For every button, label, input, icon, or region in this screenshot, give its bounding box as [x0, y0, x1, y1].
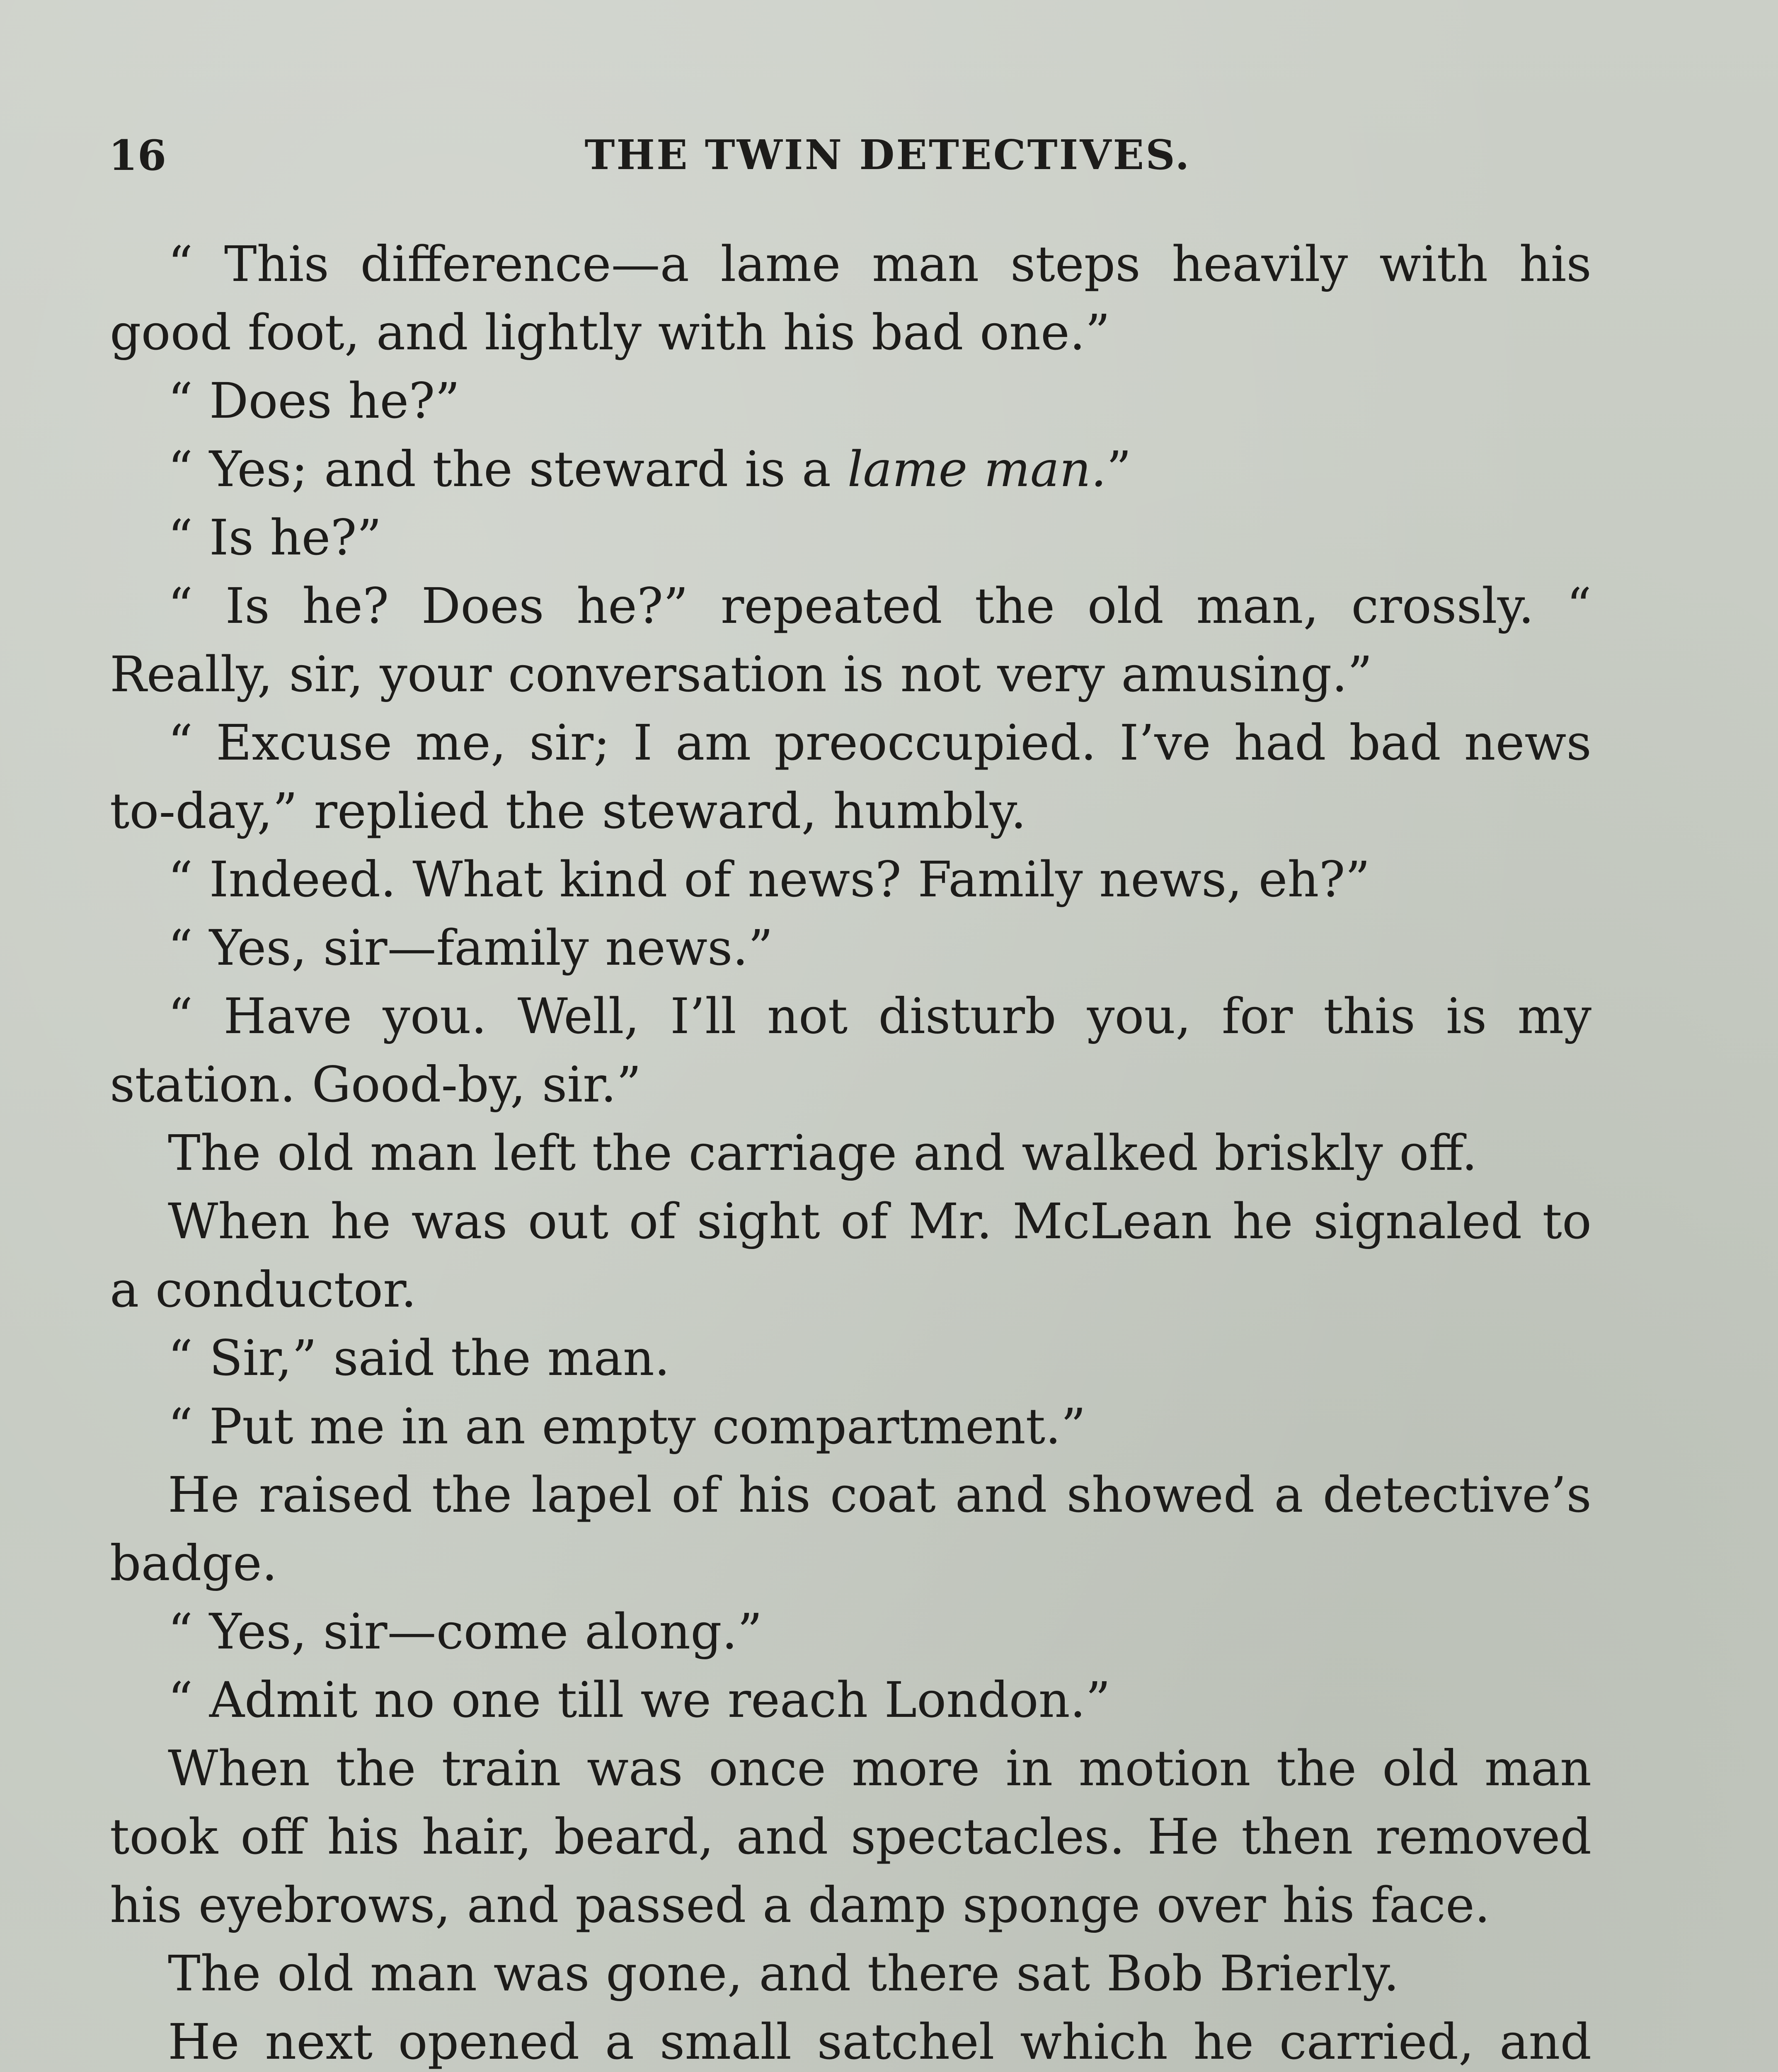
paragraph: The old man left the carriage and walked briskly off. [168, 1124, 1478, 1181]
paragraph: “ Is he? Does he?” repeated the old man, crossly. “ Really, sir, your conversation is not very amusing.” [110, 577, 1591, 703]
paragraph: “ Put me in an empty compartment.” [168, 1398, 1086, 1455]
closing-quote: ” [1106, 441, 1131, 498]
paragraph: “ Have you. Well, I’ll not disturb you, for this is my station. Good-by, sir.” [110, 988, 1591, 1113]
paragraph: “ This difference—a lame man steps heavily with his good foot, and lightly with his bad one.” [110, 235, 1591, 361]
paragraph: When he was out of sight of Mr. McLean he signaled to a conductor. [110, 1193, 1591, 1318]
paragraph: When the train was once more in motion the old man took off his hair, beard, and spectacles. He then removed his eyebrows, and passed a damp sponge over his face. [110, 1740, 1591, 1934]
paragraph: “ Does he?” [168, 372, 460, 429]
page-number: 16 [109, 131, 167, 180]
paragraph: The old man was gone, and there sat Bob Brierly. [168, 1945, 1399, 2002]
paragraph: “ Admit no one till we reach London.” [168, 1671, 1111, 1728]
paragraph-lame-man [110, 435, 1591, 503]
paragraph: “ Yes, sir—come along.” [168, 1603, 763, 1660]
paragraph: He next opened a small satchel which he carried, and [168, 2013, 1591, 2070]
paragraph: “ Sir,” said the man. [168, 1329, 670, 1387]
paragraph: “ Yes, sir—family news.” [168, 919, 773, 976]
paragraph: “ Excuse me, sir; I am preoccupied. I’ve had bad news to-day,” replied the steward, humbly. [110, 714, 1591, 840]
paragraph: “ Indeed. What kind of news? Family news, eh?” [168, 851, 1371, 908]
body-text [110, 230, 1591, 2072]
paragraph: “ Is he?” [168, 509, 382, 566]
paragraph: He raised the lapel of his coat and showed a detective’s badge. [110, 1466, 1591, 1592]
running-title: THE TWIN DETECTIVES. [584, 131, 1191, 179]
paragraph-text: “ Yes; and the steward is a [168, 441, 848, 498]
running-head [109, 124, 1592, 186]
italic-emphasis: lame man. [847, 441, 1107, 498]
